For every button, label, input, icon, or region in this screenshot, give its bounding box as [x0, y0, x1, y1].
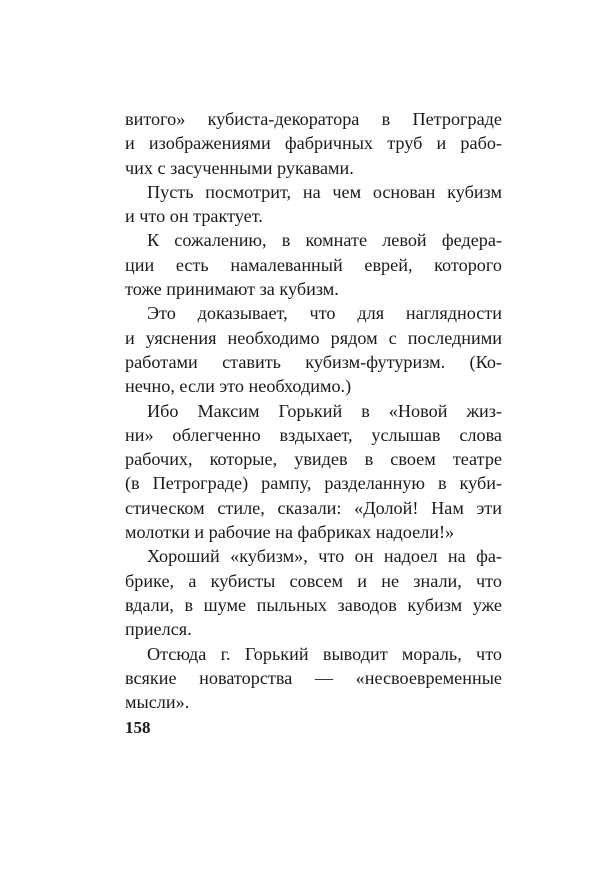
text-line: стическом стиле, сказали: «Долой! Нам эти — [125, 497, 502, 518]
text-line: вдали, в шуме пыльных заводов кубизм уже — [125, 594, 502, 615]
text-line: и изображениями фабричных труб и рабо- — [125, 133, 502, 154]
paragraph — [125, 544, 502, 641]
text-line: ции есть намалеванный еврей, которого — [125, 254, 502, 275]
text-line: рабочих, которые, увидев в своем театре — [125, 449, 502, 470]
text-line: Ибо Максим Горький в «Новой жиз- — [147, 400, 502, 421]
text-line: Отсюда г. Горький выводит мораль, что — [147, 643, 502, 664]
text-line: чих с засученными рукавами. — [125, 157, 354, 178]
text-line: брике, а кубисты совсем и не знали, что — [125, 570, 502, 591]
text-line: и уяснения необходимо рядом с последними — [125, 327, 502, 348]
text-line: Хороший «кубизм», что он надоел на фа- — [147, 546, 502, 567]
paragraph — [125, 107, 502, 180]
text-line: молотки и рабочие на фабриках надоели!» — [125, 522, 455, 543]
body-text — [125, 107, 502, 714]
text-line: витого» кубиста-декоратора в Петрограде — [125, 109, 502, 129]
paragraph — [125, 180, 502, 229]
text-line: Пусть посмотрит, на чем основан кубизм — [147, 181, 502, 202]
text-line: и что он трактует. — [125, 206, 263, 227]
text-line: Это доказывает, что для наглядности — [147, 303, 502, 324]
paragraph — [125, 301, 502, 398]
page-number: 158 — [125, 718, 151, 737]
text-line: К сожалению, в комнате левой федера- — [147, 230, 502, 251]
text-line: тоже принимают за кубизм. — [125, 279, 339, 300]
paragraph — [125, 399, 502, 545]
text-line: всякие новаторства — «несвоевременные — [125, 667, 502, 688]
paragraph — [125, 642, 502, 715]
text-line: ни» облегченно вздыхает, услышав слова — [125, 424, 502, 445]
text-line: (в Петрограде) рампу, разделанную в куби- — [125, 473, 502, 494]
text-line: мысли». — [125, 692, 190, 713]
text-line: нечно, если это необходимо.) — [125, 376, 352, 397]
text-line: приелся. — [125, 619, 192, 640]
paragraph — [125, 228, 502, 301]
text-line: работами ставить кубизм-футуризм. (Ко- — [125, 351, 502, 372]
